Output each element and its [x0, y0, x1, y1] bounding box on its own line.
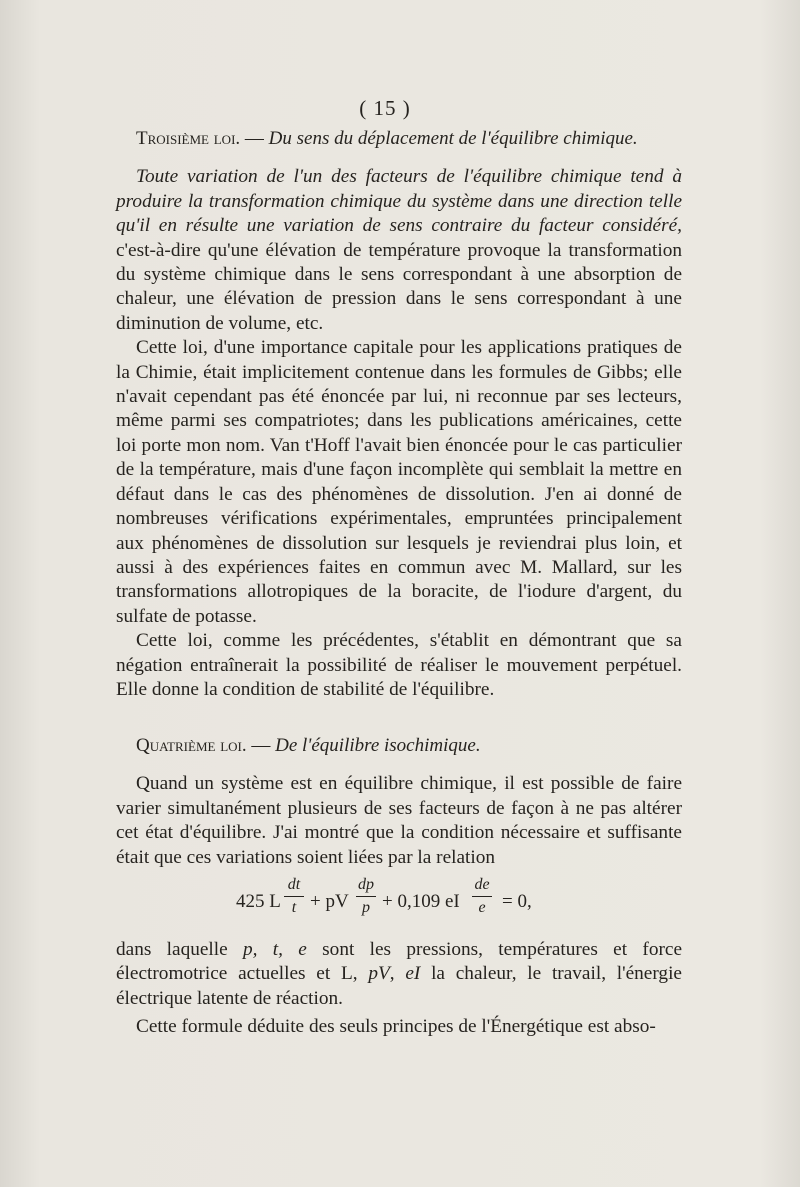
- formula: [236, 876, 616, 928]
- paragraph: Cette loi, d'une importance capitale pour les applications pratiques de la Chimie, était implicitement contenue dans les formules de Gibbs; elle n'avait cependant pas été énoncée par lui, ni reconnue par ses lecteurs, même parmi ses compatriotes; dans les publications américaines, cette loi porte mon nom. Van t'Hoff l'avait bien énoncée pour le cas particulier de la température, mais d'une façon incomplète qui semblait la mettre en défaut dans le cas des phénomènes de dissolution. J'en ai donné de nombreuses vérifications expérimentales, empruntées principalement aux phénomènes de dissolution sur lesquels je reviendrai plus loin, et aussi à des expériences faites en commun avec M. Mallard, sur les transformations allotropiques de la boracite, de l'iodure d'argent, du sulfate de potasse.: [116, 337, 682, 627]
- paragraph-text: dans laquelle: [116, 939, 244, 960]
- paragraph-variables: p, t, e: [243, 939, 307, 960]
- fraction-bar: [472, 896, 492, 897]
- page-number: ( 15 ): [359, 96, 411, 120]
- paragraph-variables: pV: [368, 963, 390, 985]
- fraction-denominator: t: [291, 899, 297, 916]
- paragraph-text: ,: [389, 963, 406, 985]
- paragraph: [116, 165, 682, 336]
- paragraph: Quand un système est en équilibre chimique, il est possible de faire varier simultanément plusieurs de ses facteurs de façon à ne pas altérer cet état d'équilibre. J'ai montré que la condition nécessaire et suffisante était que ces variations soient liées par la relation: [116, 773, 682, 868]
- section-troisieme-loi: [116, 127, 682, 702]
- law-label: Quatrième loi.: [136, 735, 247, 756]
- heading-quatrieme-loi: [116, 734, 682, 758]
- formula-term: + 0,109 eI: [382, 891, 460, 912]
- paragraph-variables: eI: [405, 963, 421, 985]
- formula-fraction: [284, 876, 304, 917]
- formula-fraction: [472, 876, 492, 917]
- fraction-denominator: e: [478, 899, 486, 916]
- section-quatrieme-loi: [116, 734, 682, 870]
- fraction-bar: [356, 896, 376, 897]
- formula-term: + pV: [310, 891, 349, 912]
- paragraph-text: la chaleur, le travail, l'énergie électrique latente de réaction.: [116, 963, 682, 1009]
- paragraph-text: c'est-à-dire qu'une élévation de température provoque la transformation du système chimique dans le sens correspondant à une absorption de chaleur, une élévation de pression dans le sens correspondant à une diminution de volume, etc.: [116, 239, 682, 334]
- fraction-numerator: dt: [287, 876, 301, 893]
- paragraph: Cette formule déduite des seuls principes de l'Énergétique est abso-: [136, 1016, 656, 1038]
- law-label: Troisième loi.: [136, 128, 241, 149]
- dash: —: [244, 128, 264, 149]
- paragraph: Cette loi, comme les précédentes, s'établit en démontrant que sa négation entraînerait la possibilité de réaliser le mouvement perpétuel. Elle donne la condition de stabilité de l'équilibre.: [116, 630, 682, 700]
- heading-troisieme-loi: [116, 127, 682, 151]
- dash: —: [251, 735, 271, 756]
- law-statement: Toute variation de l'un des facteurs de l'équilibre chimique tend à produire la transformation chimique du système dans une direction telle qu'il en résulte une variation de sens contraire du facteur considéré,: [116, 166, 682, 237]
- fraction-numerator: de: [474, 876, 490, 893]
- paragraph: [116, 938, 682, 1011]
- formula-term: 425 L: [236, 891, 281, 912]
- formula-fraction: [356, 876, 376, 917]
- fraction-bar: [284, 896, 304, 897]
- law-title: Du sens du déplacement de l'équilibre chimique.: [268, 128, 638, 149]
- fraction-numerator: dp: [358, 876, 374, 893]
- fraction-denominator: p: [362, 899, 370, 916]
- paragraph-text: sont les pressions, températures et force électromotrice actuelles et L,: [116, 939, 683, 985]
- section-after-formula: [116, 938, 682, 1040]
- law-title: De l'équilibre isochimique.: [275, 735, 481, 756]
- formula-term: = 0,: [502, 891, 532, 912]
